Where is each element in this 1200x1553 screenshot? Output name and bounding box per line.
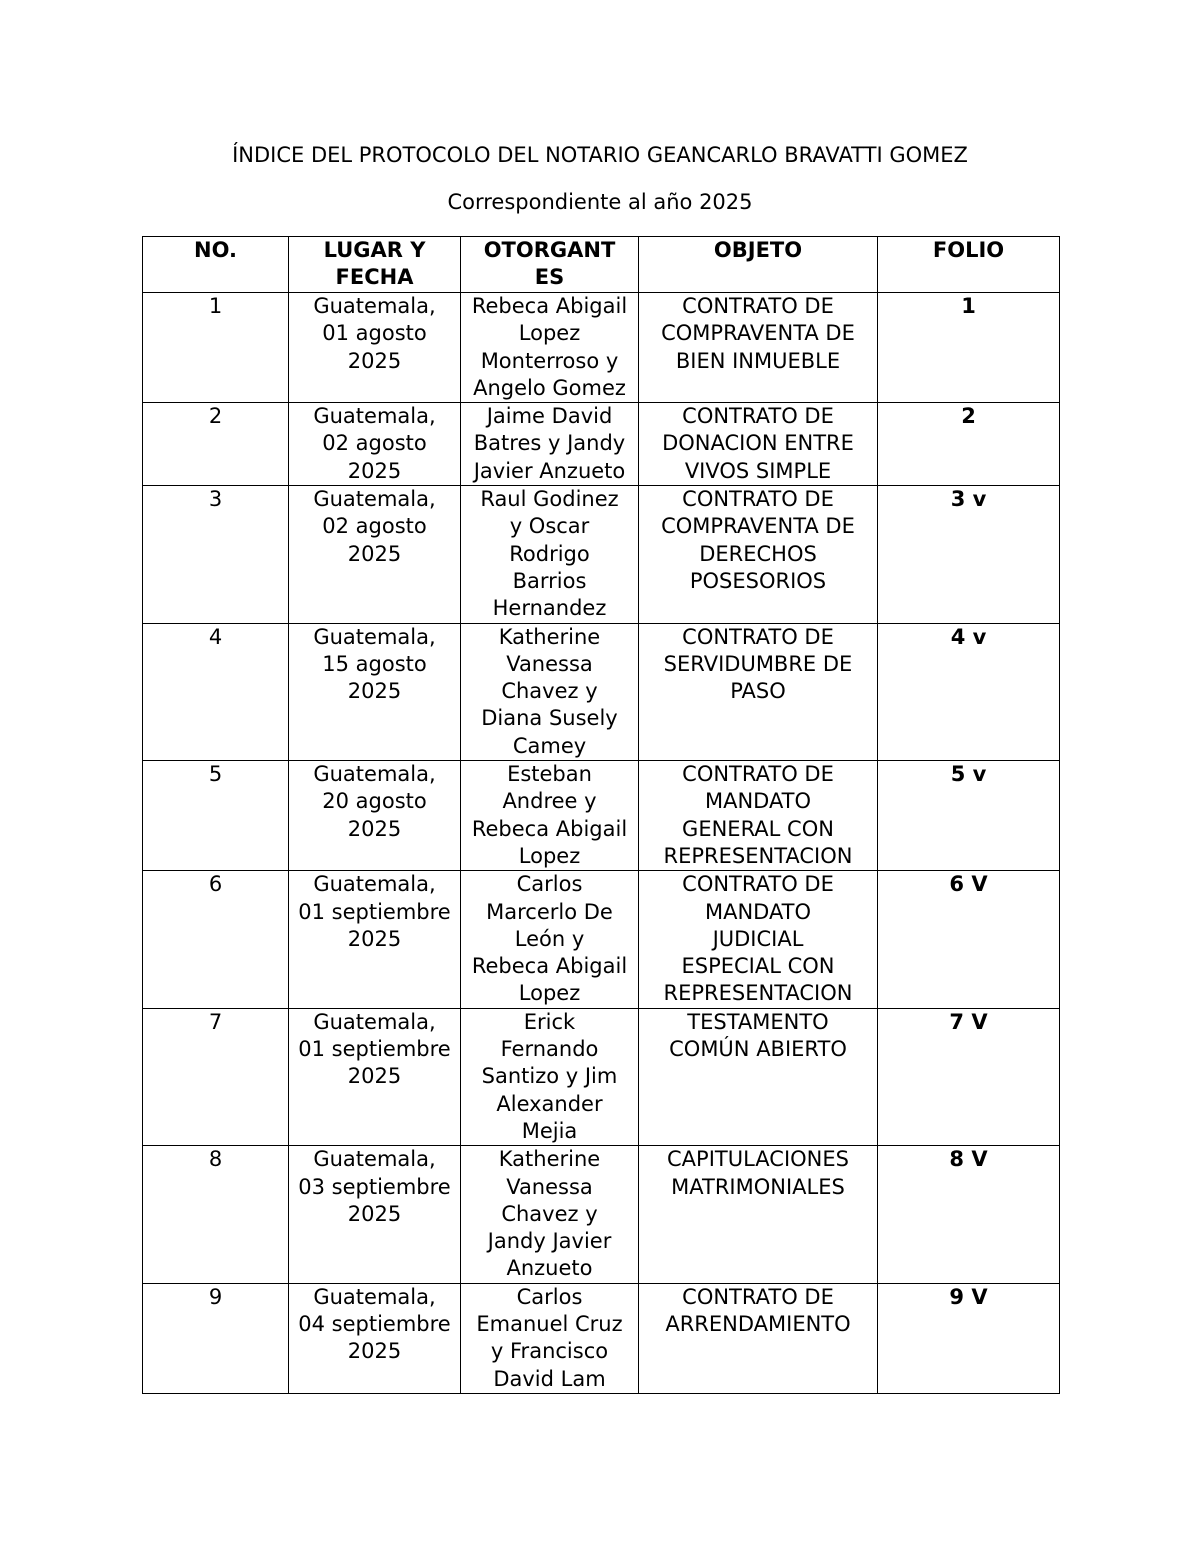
otorgantes-line: Diana Susely: [481, 706, 618, 731]
header-objeto-label: OBJETO: [713, 238, 803, 262]
cell-folio: [878, 1008, 1060, 1145]
objeto-line: ESPECIAL CON: [681, 954, 835, 979]
otorgantes-line: Marcerlo De: [486, 899, 613, 924]
otorgantes-line: Rebeca Abigail: [471, 954, 628, 979]
objeto-line: MATRIMONIALES: [671, 1174, 845, 1199]
header-no-label: NO.: [194, 238, 237, 262]
folio-value: 6 V: [949, 872, 988, 897]
cell-otorgantes: [461, 1008, 639, 1145]
row-number: 6: [208, 872, 223, 897]
objeto-line: CONTRATO DE: [682, 404, 834, 429]
cell-objeto: [639, 1008, 878, 1145]
lugar-fecha-line: 2025: [347, 1064, 402, 1089]
objeto-line: MANDATO: [704, 789, 812, 814]
row-number: 5: [208, 762, 223, 787]
otorgantes-line: Katherine: [498, 624, 601, 649]
objeto-line: CONTRATO DE: [682, 294, 834, 318]
objeto-line: COMÚN ABIERTO: [669, 1037, 847, 1062]
lugar-fecha-line: 2025: [347, 541, 402, 566]
folio-value: 2: [961, 404, 976, 429]
cell-objeto: [639, 761, 878, 871]
header-otorgantes-line-2: ES: [534, 265, 565, 290]
row-number: 1: [208, 294, 223, 318]
cell-no: [143, 403, 289, 486]
cell-no: [143, 1008, 289, 1145]
header-folio: [878, 237, 1060, 293]
objeto-line: JUDICIAL: [712, 926, 804, 951]
otorgantes-line: Lopez: [518, 981, 581, 1006]
cell-objeto: [639, 293, 878, 403]
otorgantes-line: Erick: [523, 1009, 576, 1034]
row-number: 8: [208, 1147, 223, 1172]
otorgantes-line: Barrios: [512, 568, 587, 593]
row-number: 3: [208, 487, 223, 512]
otorgantes-line: Esteban: [507, 762, 592, 787]
cell-objeto: [639, 1283, 878, 1393]
objeto-line: CONTRATO DE: [682, 872, 834, 897]
cell-lugar-fecha: [289, 486, 461, 623]
otorgantes-line: Emanuel Cruz: [476, 1311, 623, 1336]
lugar-fecha-line: 02 agosto: [322, 514, 427, 539]
otorgantes-line: León y: [514, 926, 585, 951]
otorgantes-line: Jandy Javier: [487, 1229, 612, 1254]
document-subtitle: Correspondiente al año 2025: [447, 190, 753, 214]
objeto-line: REPRESENTACION: [663, 843, 853, 868]
cell-no: [143, 871, 289, 1008]
cell-lugar-fecha: [289, 293, 461, 403]
table-row: [143, 486, 1060, 623]
otorgantes-line: Raul Godinez: [480, 487, 619, 512]
table-row: [143, 1008, 1060, 1145]
header-otorgantes: [461, 237, 639, 293]
folio-value: 8 V: [949, 1147, 988, 1172]
lugar-fecha-line: 03 septiembre: [298, 1174, 451, 1199]
lugar-fecha-line: 02 agosto: [322, 431, 427, 456]
lugar-fecha-line: Guatemala,: [313, 872, 436, 897]
lugar-fecha-line: 2025: [347, 1201, 402, 1226]
objeto-line: COMPRAVENTA DE: [661, 514, 855, 539]
objeto-line: REPRESENTACION: [663, 981, 853, 1006]
otorgantes-line: Camey: [512, 733, 587, 758]
cell-folio: [878, 1146, 1060, 1283]
objeto-line: BIEN INMUEBLE: [675, 348, 841, 373]
cell-no: [143, 623, 289, 760]
objeto-line: DERECHOS: [699, 541, 817, 566]
row-number: 9: [208, 1284, 223, 1309]
cell-objeto: [639, 623, 878, 760]
otorgantes-line: Jaime David: [486, 404, 613, 429]
lugar-fecha-line: 2025: [347, 1339, 402, 1364]
cell-folio: [878, 761, 1060, 871]
table-row: [143, 1283, 1060, 1393]
lugar-fecha-line: 2025: [347, 458, 402, 483]
lugar-fecha-line: Guatemala,: [313, 294, 436, 318]
lugar-fecha-line: 01 septiembre: [298, 1037, 451, 1062]
folio-value: 1: [961, 294, 976, 318]
table-row: [143, 623, 1060, 760]
table-body: [143, 293, 1060, 1394]
cell-folio: [878, 293, 1060, 403]
cell-lugar-fecha: [289, 623, 461, 760]
lugar-fecha-line: 2025: [347, 348, 402, 373]
otorgantes-line: Rodrigo: [509, 541, 590, 566]
table-row: [143, 1146, 1060, 1283]
otorgantes-line: David Lam: [493, 1366, 606, 1391]
protocol-index-table: [142, 236, 1060, 1394]
cell-folio: [878, 1283, 1060, 1393]
cell-objeto: [639, 871, 878, 1008]
otorgantes-line: Hernandez: [492, 596, 607, 621]
cell-objeto: [639, 1146, 878, 1283]
row-number: 7: [208, 1009, 223, 1034]
otorgantes-line: y Francisco: [490, 1339, 609, 1364]
otorgantes-line: Lopez: [518, 321, 581, 346]
cell-no: [143, 293, 289, 403]
cell-lugar-fecha: [289, 403, 461, 486]
cell-lugar-fecha: [289, 871, 461, 1008]
lugar-fecha-line: Guatemala,: [313, 1284, 436, 1309]
lugar-fecha-line: 2025: [347, 926, 402, 951]
cell-objeto: [639, 403, 878, 486]
table-row: [143, 293, 1060, 403]
objeto-line: PASO: [730, 679, 786, 704]
cell-folio: [878, 403, 1060, 486]
cell-otorgantes: [461, 871, 639, 1008]
cell-otorgantes: [461, 623, 639, 760]
otorgantes-line: Katherine: [498, 1147, 601, 1172]
cell-otorgantes: [461, 761, 639, 871]
otorgantes-line: Angelo Gomez: [473, 375, 626, 400]
lugar-fecha-line: Guatemala,: [313, 1009, 436, 1034]
header-objeto: [639, 237, 878, 293]
otorgantes-line: Rebeca Abigail: [471, 294, 628, 318]
row-number: 4: [208, 624, 223, 649]
cell-otorgantes: [461, 486, 639, 623]
header-otorgantes-line-1: OTORGANT: [483, 238, 616, 262]
cell-no: [143, 486, 289, 623]
lugar-fecha-line: Guatemala,: [313, 1147, 436, 1172]
lugar-fecha-line: Guatemala,: [313, 624, 436, 649]
otorgantes-line: Chavez y: [501, 679, 598, 704]
otorgantes-line: Lopez: [518, 843, 581, 868]
header-no: [143, 237, 289, 293]
cell-no: [143, 761, 289, 871]
lugar-fecha-line: 20 agosto: [322, 789, 427, 814]
table-row: [143, 403, 1060, 486]
folio-value: 9 V: [949, 1284, 988, 1309]
objeto-line: GENERAL CON: [682, 816, 834, 841]
otorgantes-line: Monterroso y: [480, 348, 619, 373]
lugar-fecha-line: Guatemala,: [313, 487, 436, 512]
cell-folio: [878, 871, 1060, 1008]
otorgantes-line: Vanessa: [506, 1174, 593, 1199]
objeto-line: POSESORIOS: [689, 568, 827, 593]
otorgantes-line: Alexander: [496, 1091, 603, 1116]
cell-lugar-fecha: [289, 1283, 461, 1393]
folio-value: 4 v: [950, 624, 987, 649]
objeto-line: DONACION ENTRE: [662, 431, 854, 456]
cell-otorgantes: [461, 1283, 639, 1393]
lugar-fecha-line: 2025: [347, 816, 402, 841]
document-title: ÍNDICE DEL PROTOCOLO DEL NOTARIO GEANCARLO BRAVATTI GOMEZ: [232, 143, 968, 167]
objeto-line: SERVIDUMBRE DE: [663, 651, 853, 676]
header-lugar-fecha: [289, 237, 461, 293]
table-header-row: [143, 237, 1060, 293]
cell-lugar-fecha: [289, 1008, 461, 1145]
objeto-line: TESTAMENTO: [687, 1009, 829, 1034]
otorgantes-line: Chavez y: [501, 1201, 598, 1226]
header-lugar-line-1: LUGAR Y: [323, 238, 426, 262]
cell-lugar-fecha: [289, 1146, 461, 1283]
cell-otorgantes: [461, 1146, 639, 1283]
lugar-fecha-line: 01 agosto: [322, 321, 427, 346]
folio-value: 3 v: [950, 487, 987, 512]
otorgantes-line: Javier Anzueto: [473, 458, 626, 483]
otorgantes-line: y Oscar: [509, 514, 590, 539]
cell-lugar-fecha: [289, 761, 461, 871]
lugar-fecha-line: 04 septiembre: [298, 1311, 451, 1336]
lugar-fecha-line: Guatemala,: [313, 404, 436, 429]
otorgantes-line: Batres y Jandy: [473, 431, 626, 456]
otorgantes-line: Rebeca Abigail: [471, 816, 628, 841]
lugar-fecha-line: 01 septiembre: [298, 899, 451, 924]
lugar-fecha-line: 2025: [347, 679, 402, 704]
objeto-line: VIVOS SIMPLE: [684, 458, 832, 483]
cell-otorgantes: [461, 293, 639, 403]
cell-folio: [878, 623, 1060, 760]
otorgantes-line: Anzueto: [506, 1256, 593, 1281]
table-row: [143, 761, 1060, 871]
cell-objeto: [639, 486, 878, 623]
otorgantes-line: Andree y: [502, 789, 597, 814]
otorgantes-line: Santizo y Jim: [481, 1064, 618, 1089]
folio-value: 5 v: [950, 762, 987, 787]
objeto-line: CONTRATO DE: [682, 1284, 834, 1309]
objeto-line: CONTRATO DE: [682, 624, 834, 649]
otorgantes-line: Vanessa: [506, 651, 593, 676]
lugar-fecha-line: Guatemala,: [313, 762, 436, 787]
cell-otorgantes: [461, 403, 639, 486]
cell-no: [143, 1283, 289, 1393]
table-row: [143, 871, 1060, 1008]
row-number: 2: [208, 404, 223, 429]
objeto-line: CONTRATO DE: [682, 762, 834, 787]
objeto-line: COMPRAVENTA DE: [661, 321, 855, 346]
cell-no: [143, 1146, 289, 1283]
header-lugar-line-2: FECHA: [335, 265, 414, 290]
objeto-line: CONTRATO DE: [682, 487, 834, 512]
objeto-line: CAPITULACIONES: [667, 1147, 849, 1172]
objeto-line: MANDATO: [704, 899, 812, 924]
otorgantes-line: Carlos: [516, 872, 583, 897]
cell-folio: [878, 486, 1060, 623]
objeto-line: ARRENDAMIENTO: [665, 1311, 851, 1336]
header-folio-label: FOLIO: [932, 238, 1005, 262]
otorgantes-line: Carlos: [516, 1284, 583, 1309]
otorgantes-line: Mejia: [521, 1118, 578, 1143]
otorgantes-line: Fernando: [500, 1037, 599, 1062]
folio-value: 7 V: [949, 1009, 988, 1034]
lugar-fecha-line: 15 agosto: [322, 651, 427, 676]
